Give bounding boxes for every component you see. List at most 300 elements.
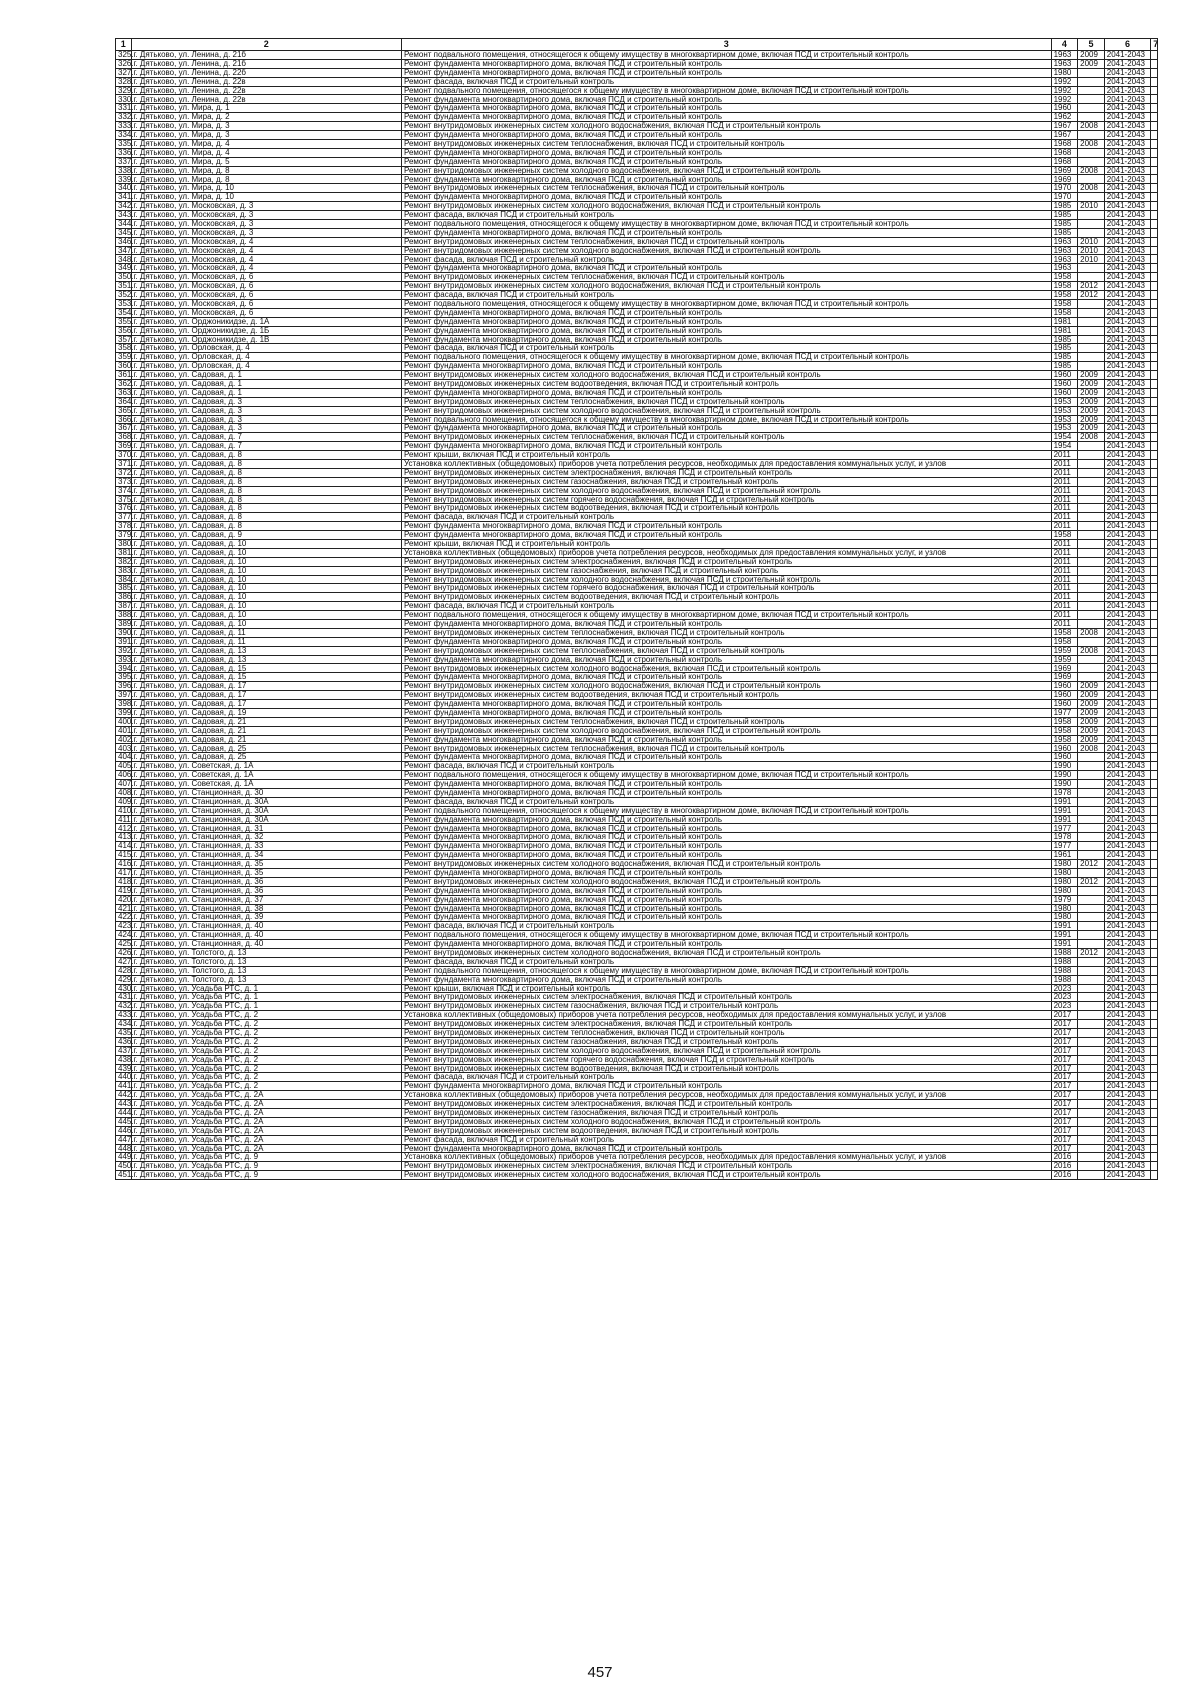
register-sheet [115,38,1158,1180]
row-number: 373. [116,477,132,486]
row-number: 383. [116,566,132,575]
build-year-cell: 1969 [1051,673,1078,682]
last-repair-year-cell [1078,575,1105,584]
empty-cell [1151,708,1158,717]
row-number: 326. [116,59,132,68]
last-repair-year-cell: 2009 [1078,717,1105,726]
empty-cell [1151,602,1158,611]
last-repair-year-cell: 2009 [1078,691,1105,700]
empty-cell [1151,1073,1158,1082]
table-row [116,1037,1158,1046]
last-repair-year-cell [1078,531,1105,540]
address-cell: г. Дятьково, ул. Садовая, д. 7 [131,442,401,451]
build-year-cell: 2017 [1051,1091,1078,1100]
table-row [116,1126,1158,1135]
planned-period-cell: 2041-2043 [1104,486,1151,495]
empty-cell [1151,504,1158,513]
build-year-cell: 2011 [1051,459,1078,468]
planned-period-cell: 2041-2043 [1104,468,1151,477]
work-type-cell: Ремонт подвального помещения, относящегося к общему имуществу в многоквартирном доме, включая ПСД и строительный контроль [401,611,1051,620]
row-number: 357. [116,335,132,344]
work-type-cell: Ремонт фасада, включая ПСД и строительный контроль [401,211,1051,220]
table-row [116,913,1158,922]
row-number: 381. [116,548,132,557]
build-year-cell: 2017 [1051,1037,1078,1046]
last-repair-year-cell [1078,1100,1105,1109]
planned-period-cell: 2041-2043 [1104,317,1151,326]
empty-cell [1151,1135,1158,1144]
build-year-cell: 1988 [1051,966,1078,975]
planned-period-cell: 2041-2043 [1104,451,1151,460]
build-year-cell: 1969 [1051,166,1078,175]
planned-period-cell: 2041-2043 [1104,379,1151,388]
table-row [116,628,1158,637]
empty-cell [1151,415,1158,424]
address-cell: г. Дятьково, ул. Садовая, д. 10 [131,566,401,575]
address-cell: г. Дятьково, ул. Советская, д. 1А [131,780,401,789]
last-repair-year-cell [1078,442,1105,451]
row-number: 407. [116,780,132,789]
planned-period-cell: 2041-2043 [1104,1011,1151,1020]
last-repair-year-cell [1078,1162,1105,1171]
address-cell: г. Дятьково, ул. Станционная, д. 39 [131,913,401,922]
last-repair-year-cell [1078,77,1105,86]
planned-period-cell: 2041-2043 [1104,255,1151,264]
address-cell: г. Дятьково, ул. Садовая, д. 13 [131,646,401,655]
address-cell: г. Дятьково, ул. Станционная, д. 30А [131,806,401,815]
last-repair-year-cell [1078,104,1105,113]
row-number: 354. [116,308,132,317]
planned-period-cell: 2041-2043 [1104,646,1151,655]
work-type-cell: Ремонт фундамента многоквартирного дома, включая ПСД и строительный контроль [401,620,1051,629]
empty-cell [1151,371,1158,380]
last-repair-year-cell [1078,1028,1105,1037]
row-number: 446. [116,1126,132,1135]
last-repair-year-cell [1078,1073,1105,1082]
build-year-cell: 1960 [1051,371,1078,380]
row-number: 379. [116,531,132,540]
build-year-cell: 2017 [1051,1020,1078,1029]
work-type-cell: Ремонт фундамента многоквартирного дома, включая ПСД и строительный контроль [401,264,1051,273]
planned-period-cell: 2041-2043 [1104,948,1151,957]
address-cell: г. Дятьково, ул. Усадьба РТС, д. 2А [131,1117,401,1126]
empty-cell [1151,131,1158,140]
row-number: 336. [116,148,132,157]
table-row [116,86,1158,95]
work-type-cell: Ремонт фундамента многоквартирного дома, включая ПСД и строительный контроль [401,131,1051,140]
row-number: 447. [116,1135,132,1144]
planned-period-cell: 2041-2043 [1104,86,1151,95]
work-type-cell: Ремонт фундамента многоквартирного дома, включая ПСД и строительный контроль [401,824,1051,833]
build-year-cell: 1968 [1051,148,1078,157]
address-cell: г. Дятьково, ул. Садовая, д. 10 [131,575,401,584]
empty-cell [1151,51,1158,60]
planned-period-cell: 2041-2043 [1104,584,1151,593]
address-cell: г. Дятьково, ул. Усадьба РТС, д. 2 [131,1082,401,1091]
planned-period-cell: 2041-2043 [1104,593,1151,602]
planned-period-cell: 2041-2043 [1104,539,1151,548]
last-repair-year-cell [1078,219,1105,228]
row-number: 441. [116,1082,132,1091]
work-type-cell: Ремонт подвального помещения, относящегося к общему имуществу в многоквартирном доме, включая ПСД и строительный контроль [401,806,1051,815]
planned-period-cell: 2041-2043 [1104,744,1151,753]
empty-cell [1151,531,1158,540]
planned-period-cell: 2041-2043 [1104,1037,1151,1046]
planned-period-cell: 2041-2043 [1104,202,1151,211]
work-type-cell: Ремонт внутридомовых инженерных систем газоснабжения, включая ПСД и строительный контроль [401,566,1051,575]
address-cell: г. Дятьково, ул. Толстого, д. 13 [131,957,401,966]
address-cell: г. Дятьково, ул. Усадьба РТС, д. 9 [131,1171,401,1180]
planned-period-cell: 2041-2043 [1104,566,1151,575]
row-number: 380. [116,539,132,548]
address-cell: г. Дятьково, ул. Ленина, д. 22в [131,77,401,86]
empty-cell [1151,966,1158,975]
empty-cell [1151,486,1158,495]
build-year-cell: 1953 [1051,424,1078,433]
empty-cell [1151,344,1158,353]
table-row [116,442,1158,451]
last-repair-year-cell [1078,566,1105,575]
planned-period-cell: 2041-2043 [1104,406,1151,415]
build-year-cell: 2023 [1051,993,1078,1002]
work-type-cell: Ремонт фундамента многоквартирного дома, включая ПСД и строительный контроль [401,815,1051,824]
work-type-cell: Ремонт фундамента многоквартирного дома, включая ПСД и строительный контроль [401,700,1051,709]
planned-period-cell: 2041-2043 [1104,1171,1151,1180]
row-number: 420. [116,895,132,904]
address-cell: г. Дятьково, ул. Садовая, д. 8 [131,459,401,468]
table-row [116,77,1158,86]
build-year-cell: 1990 [1051,762,1078,771]
empty-cell [1151,1153,1158,1162]
empty-cell [1151,113,1158,122]
work-type-cell: Ремонт внутридомовых инженерных систем электроснабжения, включая ПСД и строительный контроль [401,1162,1051,1171]
empty-cell [1151,1064,1158,1073]
table-row [116,957,1158,966]
empty-cell [1151,246,1158,255]
table-row [116,1117,1158,1126]
empty-cell [1151,593,1158,602]
build-year-cell: 2011 [1051,504,1078,513]
work-type-cell: Ремонт фундамента многоквартирного дома, включая ПСД и строительный контроль [401,940,1051,949]
table-row [116,531,1158,540]
work-type-cell: Ремонт внутридомовых инженерных систем электроснабжения, включая ПСД и строительный контроль [401,1100,1051,1109]
build-year-cell: 2011 [1051,611,1078,620]
build-year-cell: 2017 [1051,1108,1078,1117]
work-type-cell: Ремонт фундамента многоквартирного дома, включая ПСД и строительный контроль [401,637,1051,646]
empty-cell [1151,477,1158,486]
address-cell: г. Дятьково, ул. Садовая, д. 8 [131,495,401,504]
table-row [116,717,1158,726]
planned-period-cell: 2041-2043 [1104,371,1151,380]
planned-period-cell: 2041-2043 [1104,1091,1151,1100]
address-cell: г. Дятьково, ул. Усадьба РТС, д. 2 [131,1073,401,1082]
last-repair-year-cell [1078,1171,1105,1180]
table-row [116,68,1158,77]
column-header: 4 [1051,39,1078,51]
row-number: 327. [116,68,132,77]
work-type-cell: Ремонт фасада, включая ПСД и строительный контроль [401,797,1051,806]
last-repair-year-cell [1078,86,1105,95]
planned-period-cell: 2041-2043 [1104,148,1151,157]
last-repair-year-cell: 2010 [1078,246,1105,255]
empty-cell [1151,255,1158,264]
empty-cell [1151,744,1158,753]
row-number: 346. [116,237,132,246]
row-number: 415. [116,851,132,860]
work-type-cell: Ремонт фасада, включая ПСД и строительный контроль [401,344,1051,353]
last-repair-year-cell: 2009 [1078,708,1105,717]
last-repair-year-cell [1078,797,1105,806]
planned-period-cell: 2041-2043 [1104,1153,1151,1162]
build-year-cell: 1985 [1051,202,1078,211]
work-type-cell: Ремонт фундамента многоквартирного дома, включая ПСД и строительный контроль [401,842,1051,851]
build-year-cell: 1991 [1051,922,1078,931]
planned-period-cell: 2041-2043 [1104,433,1151,442]
last-repair-year-cell [1078,1108,1105,1117]
address-cell: г. Дятьково, ул. Усадьба РТС, д. 2А [131,1126,401,1135]
address-cell: г. Дятьково, ул. Садовая, д. 8 [131,513,401,522]
address-cell: г. Дятьково, ул. Станционная, д. 30А [131,797,401,806]
address-cell: г. Дятьково, ул. Усадьба РТС, д. 2А [131,1144,401,1153]
column-header: 7 [1151,39,1158,51]
build-year-cell: 2011 [1051,513,1078,522]
address-cell: г. Дятьково, ул. Мира, д. 5 [131,157,401,166]
row-number: 431. [116,993,132,1002]
build-year-cell: 1953 [1051,415,1078,424]
empty-cell [1151,68,1158,77]
build-year-cell: 1960 [1051,104,1078,113]
address-cell: г. Дятьково, ул. Станционная, д. 35 [131,860,401,869]
row-number: 432. [116,1002,132,1011]
planned-period-cell: 2041-2043 [1104,682,1151,691]
work-type-cell: Ремонт фасада, включая ПСД и строительный контроль [401,1073,1051,1082]
page-number: 457 [587,1664,613,1681]
last-repair-year-cell [1078,486,1105,495]
work-type-cell: Ремонт фасада, включая ПСД и строительный контроль [401,602,1051,611]
planned-period-cell: 2041-2043 [1104,1020,1151,1029]
last-repair-year-cell [1078,664,1105,673]
address-cell: г. Дятьково, ул. Усадьба РТС, д. 1 [131,984,401,993]
row-number: 371. [116,459,132,468]
empty-cell [1151,1002,1158,1011]
table-row [116,886,1158,895]
last-repair-year-cell [1078,157,1105,166]
last-repair-year-cell [1078,966,1105,975]
last-repair-year-cell [1078,637,1105,646]
address-cell: г. Дятьково, ул. Усадьба РТС, д. 2А [131,1135,401,1144]
work-type-cell: Ремонт внутридомовых инженерных систем теплоснабжения, включая ПСД и строительный контроль [401,646,1051,655]
address-cell: г. Дятьково, ул. Толстого, д. 13 [131,948,401,957]
address-cell: г. Дятьково, ул. Станционная, д. 30А [131,815,401,824]
address-cell: г. Дятьково, ул. Садовая, д. 7 [131,433,401,442]
last-repair-year-cell [1078,513,1105,522]
empty-cell [1151,886,1158,895]
build-year-cell: 1969 [1051,175,1078,184]
address-cell: г. Дятьково, ул. Московская, д. 3 [131,219,401,228]
empty-cell [1151,184,1158,193]
build-year-cell: 2011 [1051,602,1078,611]
planned-period-cell: 2041-2043 [1104,1028,1151,1037]
build-year-cell: 1991 [1051,797,1078,806]
table-row [116,299,1158,308]
build-year-cell: 1991 [1051,940,1078,949]
empty-cell [1151,273,1158,282]
last-repair-year-cell [1078,753,1105,762]
build-year-cell: 2011 [1051,539,1078,548]
table-row [116,753,1158,762]
row-number: 404. [116,753,132,762]
address-cell: г. Дятьково, ул. Толстого, д. 13 [131,975,401,984]
address-cell: г. Дятьково, ул. Станционная, д. 37 [131,895,401,904]
empty-cell [1151,362,1158,371]
build-year-cell: 1985 [1051,344,1078,353]
planned-period-cell: 2041-2043 [1104,95,1151,104]
empty-cell [1151,1011,1158,1020]
build-year-cell: 1958 [1051,273,1078,282]
build-year-cell: 1958 [1051,637,1078,646]
last-repair-year-cell [1078,780,1105,789]
row-number: 351. [116,282,132,291]
work-type-cell: Ремонт внутридомовых инженерных систем водоотведения, включая ПСД и строительный контроль [401,691,1051,700]
planned-period-cell: 2041-2043 [1104,282,1151,291]
work-type-cell: Ремонт внутридомовых инженерных систем холодного водоснабжения, включая ПСД и строительный контроль [401,202,1051,211]
empty-cell [1151,584,1158,593]
row-number: 408. [116,788,132,797]
build-year-cell: 2017 [1051,1117,1078,1126]
build-year-cell: 1980 [1051,868,1078,877]
table-row [116,308,1158,317]
empty-cell [1151,851,1158,860]
empty-cell [1151,735,1158,744]
empty-cell [1151,815,1158,824]
build-year-cell: 2011 [1051,557,1078,566]
work-type-cell: Ремонт внутридомовых инженерных систем водоотведения, включая ПСД и строительный контроль [401,1064,1051,1073]
address-cell: г. Дятьково, ул. Московская, д. 4 [131,255,401,264]
planned-period-cell: 2041-2043 [1104,219,1151,228]
work-type-cell: Ремонт фундамента многоквартирного дома, включая ПСД и строительный контроль [401,886,1051,895]
last-repair-year-cell [1078,477,1105,486]
row-number: 396. [116,682,132,691]
last-repair-year-cell [1078,468,1105,477]
address-cell: г. Дятьково, ул. Мира, д. 4 [131,148,401,157]
row-number: 378. [116,522,132,531]
empty-cell [1151,1108,1158,1117]
address-cell: г. Дятьково, ул. Садовая, д. 10 [131,602,401,611]
build-year-cell: 2017 [1051,1011,1078,1020]
address-cell: г. Дятьково, ул. Садовая, д. 21 [131,726,401,735]
planned-period-cell: 2041-2043 [1104,211,1151,220]
last-repair-year-cell: 2009 [1078,59,1105,68]
address-cell: г. Дятьково, ул. Орловская, д. 4 [131,353,401,362]
empty-cell [1151,157,1158,166]
planned-period-cell: 2041-2043 [1104,700,1151,709]
last-repair-year-cell [1078,842,1105,851]
last-repair-year-cell [1078,1037,1105,1046]
work-type-cell: Ремонт внутридомовых инженерных систем теплоснабжения, включая ПСД и строительный контроль [401,628,1051,637]
work-type-cell: Ремонт подвального помещения, относящегося к общему имуществу в многоквартирном доме, включая ПСД и строительный контроль [401,771,1051,780]
work-type-cell: Ремонт внутридомовых инженерных систем холодного водоснабжения, включая ПСД и строительный контроль [401,726,1051,735]
work-type-cell: Ремонт внутридомовых инженерных систем холодного водоснабжения, включая ПСД и строительный контроль [401,575,1051,584]
work-type-cell: Ремонт фундамента многоквартирного дома, включая ПСД и строительный контроль [401,673,1051,682]
table-row [116,406,1158,415]
register-table [115,38,1158,1180]
empty-cell [1151,1091,1158,1100]
work-type-cell: Ремонт внутридомовых инженерных систем горячего водоснабжения, включая ПСД и строительный контроль [401,495,1051,504]
address-cell: г. Дятьково, ул. Садовая, д. 3 [131,397,401,406]
empty-cell [1151,495,1158,504]
work-type-cell: Ремонт подвального помещения, относящегося к общему имуществу в многоквартирном доме, включая ПСД и строительный контроль [401,299,1051,308]
row-number: 450. [116,1162,132,1171]
row-number: 419. [116,886,132,895]
build-year-cell: 1985 [1051,362,1078,371]
planned-period-cell: 2041-2043 [1104,246,1151,255]
address-cell: г. Дятьково, ул. Садовая, д. 25 [131,753,401,762]
address-cell: г. Дятьково, ул. Станционная, д. 31 [131,824,401,833]
row-number: 350. [116,273,132,282]
row-number: 437. [116,1046,132,1055]
work-type-cell: Установка коллективных (общедомовых) приборов учета потребления ресурсов, необходимых для предоставления коммунальных услуг, и узлов [401,548,1051,557]
work-type-cell: Ремонт фундамента многоквартирного дома, включая ПСД и строительный контроль [401,531,1051,540]
last-repair-year-cell [1078,993,1105,1002]
work-type-cell: Ремонт фундамента многоквартирного дома, включая ПСД и строительный контроль [401,904,1051,913]
work-type-cell: Ремонт внутридомовых инженерных систем теплоснабжения, включая ПСД и строительный контроль [401,139,1051,148]
planned-period-cell: 2041-2043 [1104,957,1151,966]
planned-period-cell: 2041-2043 [1104,344,1151,353]
last-repair-year-cell [1078,975,1105,984]
build-year-cell: 1967 [1051,131,1078,140]
build-year-cell: 1988 [1051,957,1078,966]
address-cell: г. Дятьково, ул. Садовая, д. 10 [131,557,401,566]
last-repair-year-cell [1078,1011,1105,1020]
work-type-cell: Ремонт фундамента многоквартирного дома, включая ПСД и строительный контроль [401,833,1051,842]
build-year-cell: 1978 [1051,788,1078,797]
empty-cell [1151,611,1158,620]
empty-cell [1151,513,1158,522]
work-type-cell: Ремонт внутридомовых инженерных систем теплоснабжения, включая ПСД и строительный контроль [401,184,1051,193]
address-cell: г. Дятьково, ул. Усадьба РТС, д. 1 [131,993,401,1002]
empty-cell [1151,788,1158,797]
row-number: 451. [116,1171,132,1180]
build-year-cell: 2011 [1051,495,1078,504]
row-number: 449. [116,1153,132,1162]
work-type-cell: Ремонт внутридомовых инженерных систем газоснабжения, включая ПСД и строительный контроль [401,477,1051,486]
work-type-cell: Ремонт фундамента многоквартирного дома, включая ПСД и строительный контроль [401,193,1051,202]
row-number: 352. [116,291,132,300]
work-type-cell: Ремонт внутридомовых инженерных систем электроснабжения, включая ПСД и строительный контроль [401,993,1051,1002]
last-repair-year-cell: 2010 [1078,202,1105,211]
row-number: 392. [116,646,132,655]
planned-period-cell: 2041-2043 [1104,931,1151,940]
last-repair-year-cell [1078,922,1105,931]
address-cell: г. Дятьково, ул. Ленина, д. 22в [131,95,401,104]
work-type-cell: Ремонт подвального помещения, относящегося к общему имуществу в многоквартирном доме, включая ПСД и строительный контроль [401,219,1051,228]
empty-cell [1151,948,1158,957]
empty-cell [1151,700,1158,709]
address-cell: г. Дятьково, ул. Станционная, д. 35 [131,868,401,877]
address-cell: г. Дятьково, ул. Садовая, д. 10 [131,593,401,602]
address-cell: г. Дятьково, ул. Садовая, д. 15 [131,673,401,682]
address-cell: г. Дятьково, ул. Садовая, д. 17 [131,691,401,700]
address-cell: г. Дятьково, ул. Усадьба РТС, д. 9 [131,1153,401,1162]
work-type-cell: Ремонт фундамента многоквартирного дома, включая ПСД и строительный контроль [401,780,1051,789]
address-cell: г. Дятьково, ул. Садовая, д. 10 [131,620,401,629]
work-type-cell: Ремонт крыши, включая ПСД и строительный контроль [401,451,1051,460]
address-cell: г. Дятьково, ул. Садовая, д. 21 [131,717,401,726]
build-year-cell: 1985 [1051,335,1078,344]
work-type-cell: Ремонт внутридомовых инженерных систем холодного водоснабжения, включая ПСД и строительный контроль [401,246,1051,255]
build-year-cell: 1990 [1051,771,1078,780]
address-cell: г. Дятьково, ул. Садовая, д. 17 [131,700,401,709]
